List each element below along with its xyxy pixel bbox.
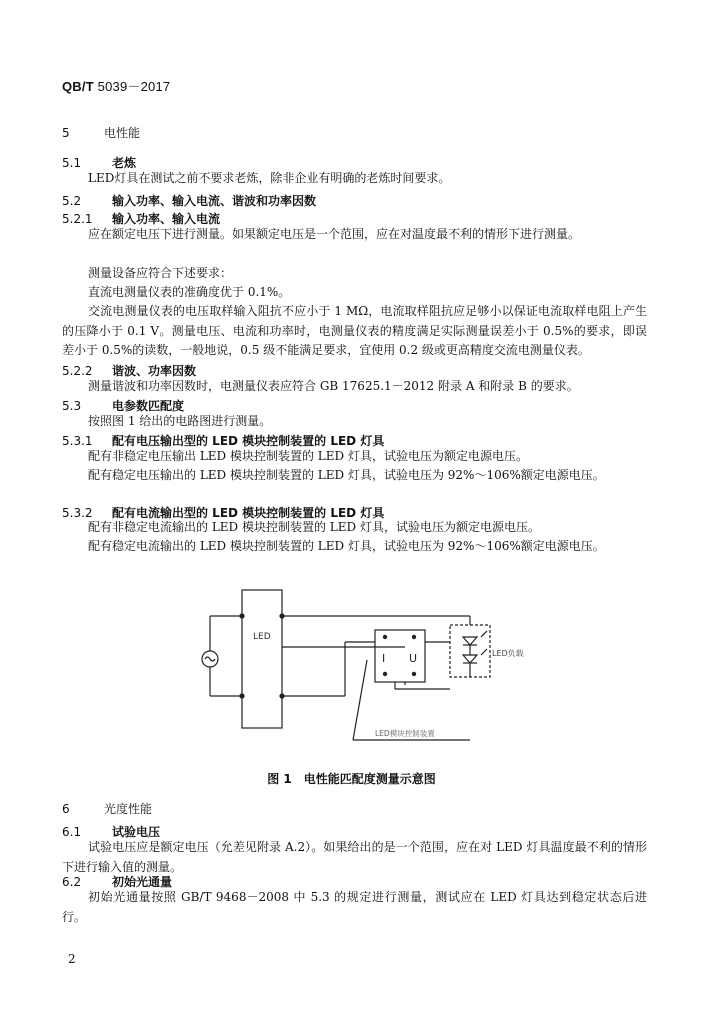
section-6-1-heading: 6.1 试验电压	[62, 825, 161, 839]
standard-header	[62, 76, 170, 95]
section-5-3-2-heading: 5.3.2 配有电流输出型的 LED 模块控制装置的 LED 灯具	[62, 506, 385, 520]
section-5-3-heading: 5.3 电参数匹配度	[62, 399, 185, 413]
standard-number: 5039－2017	[97, 79, 171, 94]
page-number: 2	[68, 952, 76, 966]
led-symbol	[463, 637, 477, 645]
led-load-label: LED负载	[492, 649, 524, 658]
circuit-diagram	[195, 585, 535, 755]
paragraph-5-2-1-b: 测量设备应符合下述要求：	[88, 266, 233, 280]
pointer-line	[353, 660, 367, 740]
meter-current-label: I	[382, 652, 386, 665]
section-5-3-1-heading: 5.3.1 配有电压输出型的 LED 模块控制装置的 LED 灯具	[62, 434, 385, 448]
section-6-heading: 6 光度性能	[62, 802, 153, 816]
paragraph-5-3-1-a: 配有非稳定电压输出 LED 模块控制装置的 LED 灯具，试验电压为额定电源电压。	[88, 449, 528, 463]
section-5-heading: 5 电性能	[62, 126, 141, 140]
figure-caption: 图 1 电性能匹配度测量示意图	[267, 772, 436, 786]
meter-voltage-label: U	[409, 652, 418, 665]
led-symbol	[463, 655, 477, 663]
standard-code: QB/T	[62, 79, 94, 94]
paragraph-5-3-1-b: 配有稳定电压输出的 LED 模块控制装置的 LED 灯具，试验电压为 92%～106%额定电源电压。	[88, 468, 605, 482]
paragraph-6-2: 初始光通量按照 GB/T 9468－2008 中 5.3 的规定进行测量，测试应在 LED 灯具达到稳定状态后进行。	[62, 890, 647, 924]
paragraph-6-1: 试验电压应是额定电压（允差见附录 A.2）。如果给出的是一个范围，应在对 LED 灯具温度最不利的情形下进行输入值的测量。	[62, 840, 647, 874]
section-5-2-2-heading: 5.2.2 谐波、功率因数	[62, 364, 197, 378]
control-device-box	[242, 590, 282, 728]
section-5-2-1-heading: 5.2.1 输入功率、输入电流	[62, 212, 221, 226]
control-box-label: LED	[253, 632, 271, 642]
pointer-label: LED模块控制装置	[375, 729, 435, 738]
section-6-2-heading: 6.2 初始光通量	[62, 875, 173, 889]
section-5-1-heading: 5.1 老炼	[62, 156, 137, 170]
paragraph-5-3-2-b: 配有稳定电流输出的 LED 模块控制装置的 LED 灯具，试验电压为 92%～106%额定电源电压。	[88, 539, 605, 553]
paragraph-5-3-2-a: 配有非稳定电流输出的 LED 模块控制装置的 LED 灯具，试验电压为额定电源电压。	[88, 520, 540, 534]
paragraph-5-2-1-a: 应在额定电压下进行测量。如果额定电压是一个范围，应在对温度最不利的情形下进行测量。	[88, 227, 581, 241]
paragraph-5-2-1-d: 交流电测量仪表的电压取样输入阻抗不应小于 1 MΩ，电流取样阻抗应足够小以保证电流取样电阻上产生的压降小于 0.1 V。测量电压、电流和功率时，电测量仪表的精度满足实际测量误差小于 0.5%的要求，即误差小于 0.5%的读数，一般地说，0.5 级不能满足要求，宜使用 0.2 级或更高精度交流电测量仪表。	[62, 304, 647, 357]
paragraph-5-2-1-c: 直流电测量仪表的准确度优于 0.1%。	[88, 285, 291, 299]
paragraph-5-1: LED灯具在测试之前不要求老炼，除非企业有明确的老炼时间要求。	[88, 171, 451, 185]
paragraph-5-2-2: 测量谐波和功率因数时，电测量仪表应符合 GB 17625.1－2012 附录 A 和附录 B 的要求。	[88, 379, 579, 393]
paragraph-5-3: 按照图 1 给出的电路图进行测量。	[88, 414, 272, 428]
section-5-2-heading: 5.2 输入功率、输入电流、谐波和功率因数	[62, 194, 317, 208]
